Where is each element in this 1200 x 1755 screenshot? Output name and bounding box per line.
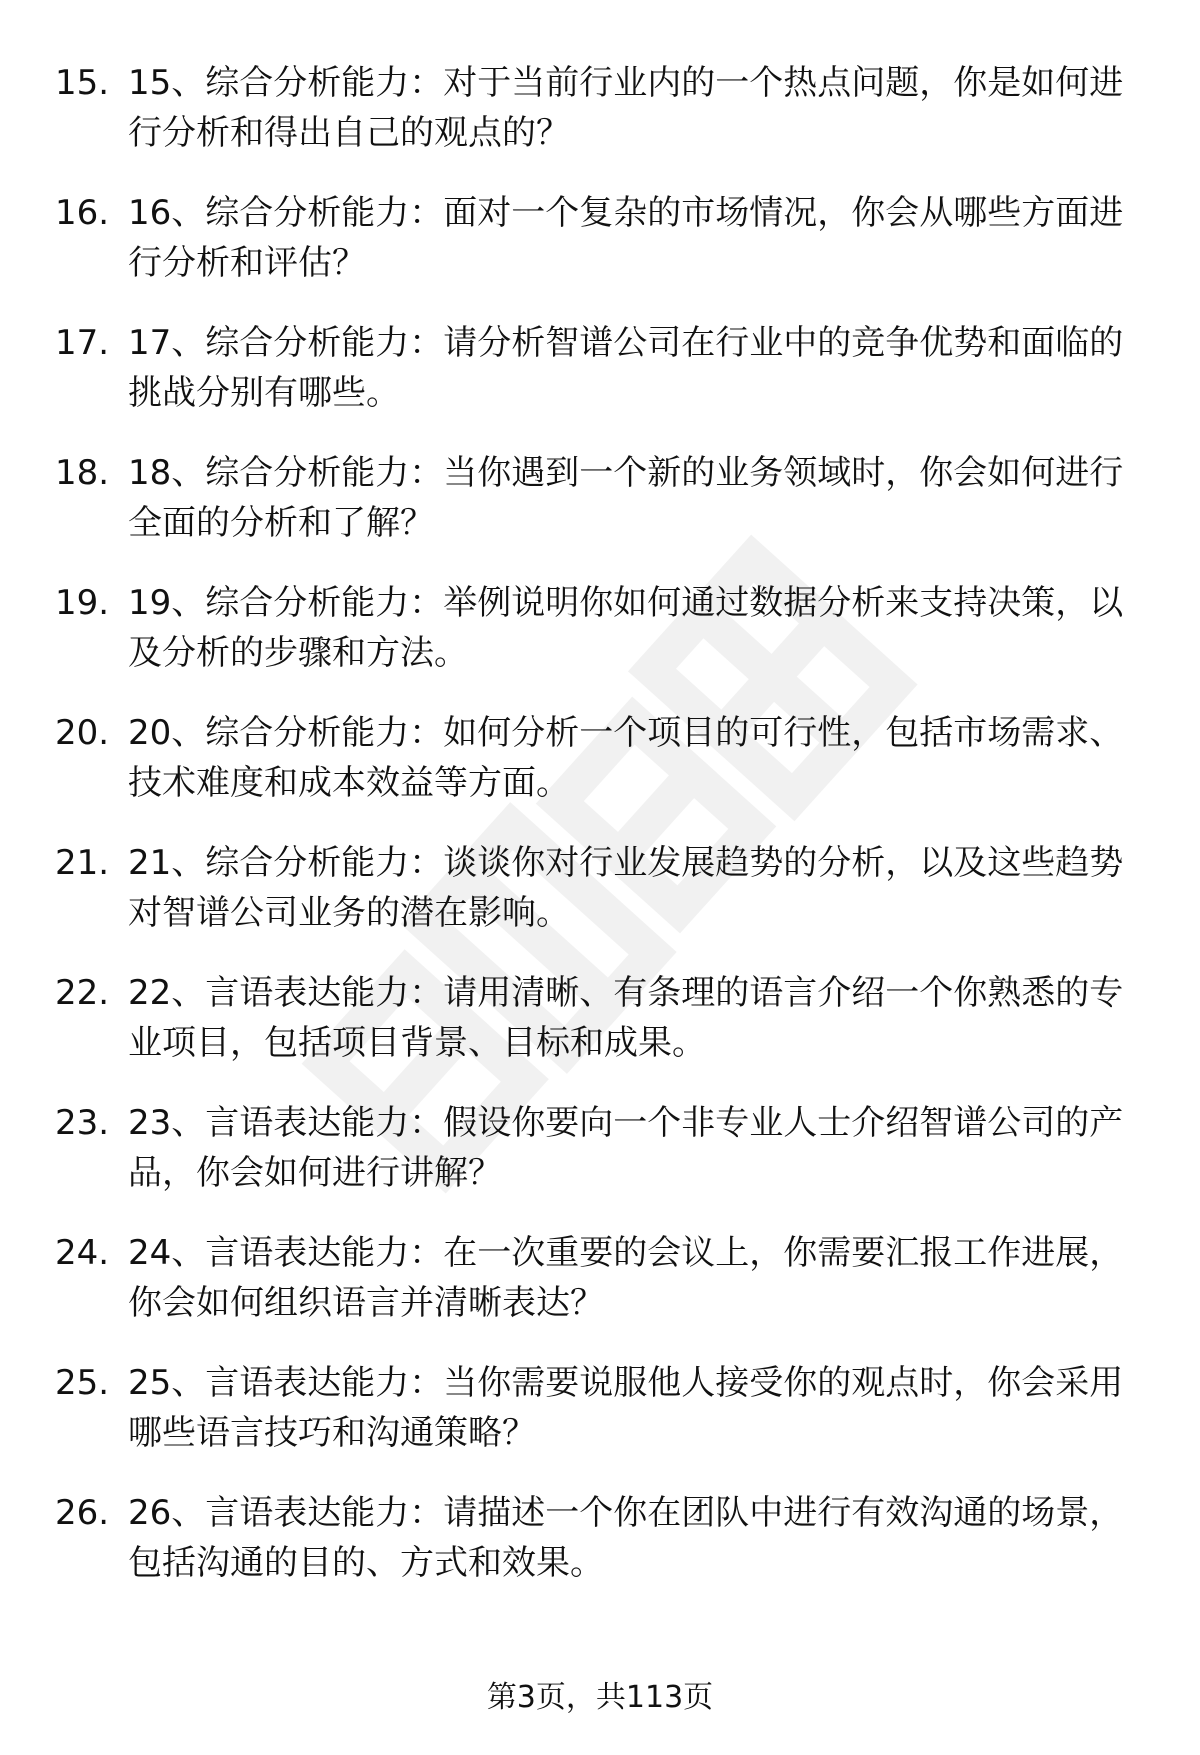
item-text: 16、综合分析能力：面对一个复杂的市场情况，你会从哪些方面进行分析和评估？ — [128, 193, 1124, 283]
item-number: 26. — [55, 1493, 110, 1533]
list-item — [0, 188, 1200, 318]
item-number: 25. — [55, 1363, 110, 1403]
item-text: 25、言语表达能力：当你需要说服他人接受你的观点时，你会采用哪些语言技巧和沟通策略？ — [128, 1363, 1124, 1453]
item-number: 21. — [55, 843, 110, 883]
item-number: 15. — [55, 63, 110, 103]
question-list — [0, 58, 1200, 1618]
item-number: 24. — [55, 1233, 110, 1273]
item-text: 18、综合分析能力：当你遇到一个新的业务领域时，你会如何进行全面的分析和了解？ — [128, 453, 1124, 543]
item-text: 22、言语表达能力：请用清晰、有条理的语言介绍一个你熟悉的专业项目，包括项目背景、目标和成果。 — [128, 973, 1124, 1063]
item-number: 19. — [55, 583, 110, 623]
item-text: 20、综合分析能力：如何分析一个项目的可行性，包括市场需求、技术难度和成本效益等方面。 — [128, 713, 1124, 803]
item-text: 17、综合分析能力：请分析智谱公司在行业中的竞争优势和面临的挑战分别有哪些。 — [128, 323, 1124, 413]
item-text: 19、综合分析能力：举例说明你如何通过数据分析来支持决策，以及分析的步骤和方法。 — [128, 583, 1124, 673]
item-number: 18. — [55, 453, 110, 493]
list-item — [0, 578, 1200, 708]
list-item — [0, 708, 1200, 838]
list-item — [0, 58, 1200, 188]
item-text: 15、综合分析能力：对于当前行业内的一个热点问题，你是如何进行分析和得出自己的观点的？ — [128, 63, 1124, 153]
list-item — [0, 318, 1200, 448]
list-item — [0, 1488, 1200, 1618]
item-text: 24、言语表达能力：在一次重要的会议上，你需要汇报工作进展，你会如何组织语言并清晰表达？ — [128, 1233, 1124, 1323]
item-number: 16. — [55, 193, 110, 233]
item-number: 20. — [55, 713, 110, 753]
item-text: 23、言语表达能力：假设你要向一个非专业人士介绍智谱公司的产品，你会如何进行讲解？ — [128, 1103, 1124, 1193]
list-item — [0, 968, 1200, 1098]
list-item — [0, 838, 1200, 968]
page-number-footer: 第3页，共113页 — [486, 1680, 714, 1715]
list-item — [0, 448, 1200, 578]
item-text: 21、综合分析能力：谈谈你对行业发展趋势的分析，以及这些趋势对智谱公司业务的潜在影响。 — [128, 843, 1124, 933]
item-number: 22. — [55, 973, 110, 1013]
item-number: 23. — [55, 1103, 110, 1143]
list-item — [0, 1228, 1200, 1358]
list-item — [0, 1358, 1200, 1488]
item-text: 26、言语表达能力：请描述一个你在团队中进行有效沟通的场景，包括沟通的目的、方式和效果。 — [128, 1493, 1124, 1583]
item-number: 17. — [55, 323, 110, 363]
list-item — [0, 1098, 1200, 1228]
